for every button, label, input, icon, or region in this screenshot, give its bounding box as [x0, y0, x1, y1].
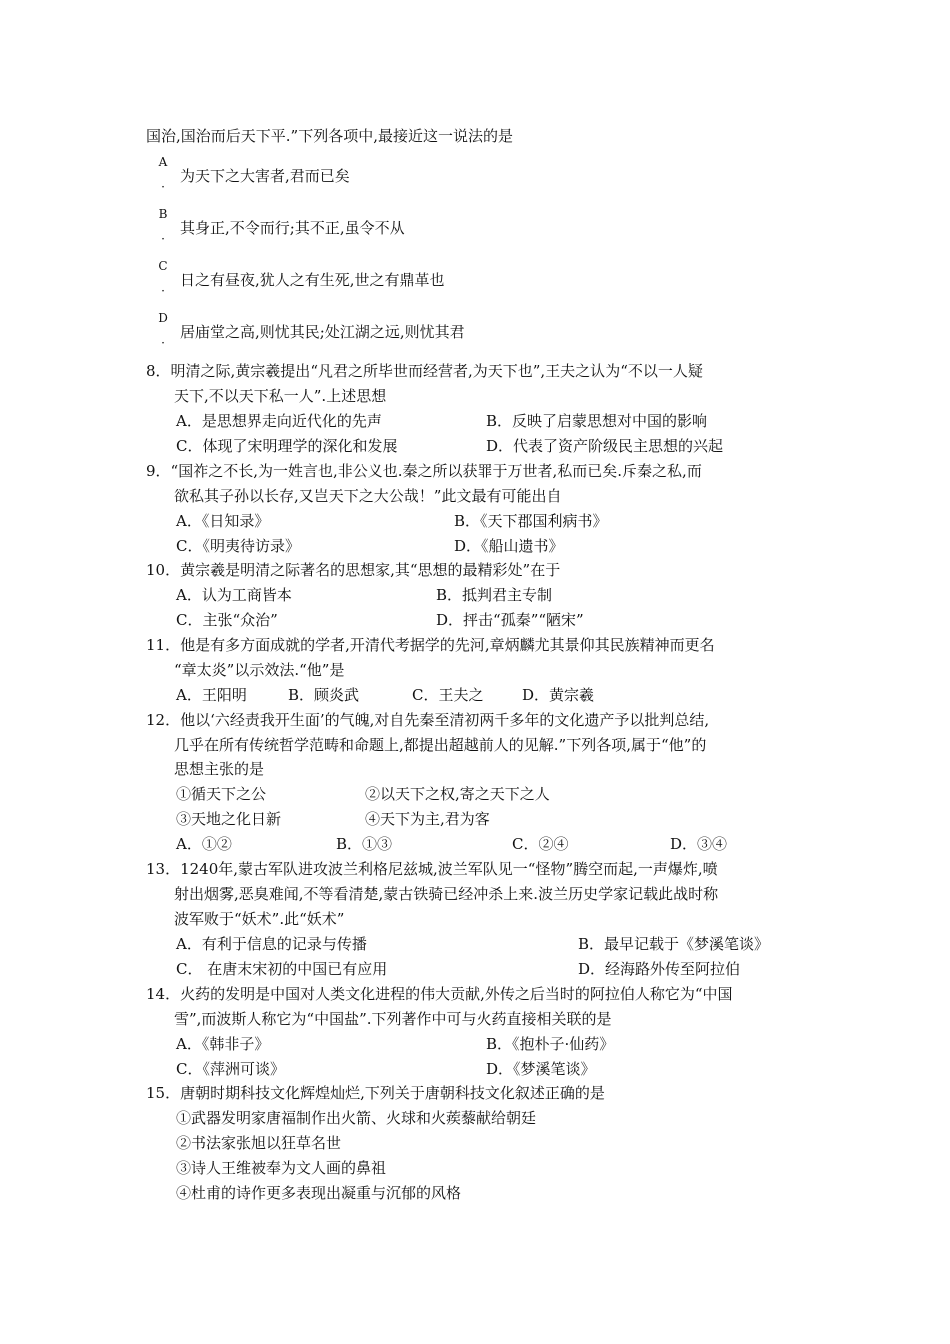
option-b: B．反映了启蒙思想对中国的影响	[486, 412, 708, 430]
option-dot: ·	[161, 232, 165, 246]
question-12-stem: 思想主张的是	[174, 760, 265, 778]
statement-1: ①循天下之公	[176, 785, 267, 803]
option-dot: ·	[161, 284, 165, 298]
statement-2: ②书法家张旭以狂草名世	[176, 1134, 342, 1152]
question-stem-continuation: 国治,国治而后天下平.”下列各项中,最接近这一说法的是	[146, 127, 513, 145]
option-c: C．王夫之	[412, 686, 484, 704]
option-d: D．《船山遗书》	[454, 537, 564, 555]
option-d: D．经海路外传至阿拉伯	[578, 960, 741, 978]
option-b: B．顾炎武	[288, 686, 360, 704]
option-a: A．认为工商皆本	[176, 586, 292, 604]
option-a: A．是思想界走向近代化的先声	[176, 412, 382, 430]
option-b: B．最早记载于《梦溪笔谈》	[578, 935, 770, 953]
question-8-stem: 8．明清之际,黄宗羲提出“凡君之所毕世而经营者,为天下也”,王夫之认为“不以一人疑	[146, 362, 703, 380]
question-9-stem: 9．“国祚之不长,为一姓言也,非公义也.秦之所以获罪于万世者,私而已矣.斥秦之私,而	[146, 462, 702, 480]
statement-4: ④天下为主,君为客	[365, 810, 490, 828]
question-13-stem: 波军败于“妖术”.此“妖术”	[174, 910, 345, 928]
statement-3: ③诗人王维被奉为文人画的鼻祖	[176, 1159, 387, 1177]
statement-1: ①武器发明家唐福制作出火箭、火球和火蒺藜献给朝廷	[176, 1109, 537, 1127]
option-d: D．③④	[670, 835, 728, 853]
question-14-stem: 14．火药的发明是中国对人类文化进程的伟大贡献,外传之后当时的阿拉伯人称它为“中国	[146, 985, 733, 1003]
option-c: C．《萍洲可谈》	[176, 1060, 285, 1078]
option-text: 居庙堂之高,则忧其民;处江湖之远,则忧其君	[180, 323, 465, 341]
option-b: B．《抱朴子·仙药》	[486, 1035, 615, 1053]
option-b: B．①③	[336, 835, 393, 853]
option-d: D．黄宗羲	[522, 686, 595, 704]
option-d: D．代表了资产阶级民主思想的兴起	[486, 437, 724, 455]
option-text: 其身正,不令而行;其不正,虽令不从	[180, 219, 405, 237]
option-d: D．《梦溪笔谈》	[486, 1060, 596, 1078]
option-dot: ·	[161, 180, 165, 194]
option-c: C． 在唐末宋初的中国已有应用	[176, 960, 388, 978]
question-15-stem: 15．唐朝时期科技文化辉煌灿烂,下列关于唐朝科技文化叙述正确的是	[146, 1084, 605, 1102]
option-text: 为天下之大害者,君而已矣	[180, 167, 350, 185]
option-a: A．《日知录》	[176, 512, 270, 530]
statement-3: ③天地之化日新	[176, 810, 282, 828]
statement-2: ②以天下之权,寄之天下之人	[365, 785, 550, 803]
question-12-stem: 几乎在所有传统哲学范畴和命题上,都提出超越前人的见解.”下列各项,属于“他”的	[174, 736, 707, 754]
question-8-stem: 天下,不以天下私一人”.上述思想	[174, 387, 387, 405]
option-c: C．体现了宋明理学的深化和发展	[176, 437, 398, 455]
question-14-stem: 雪”,而波斯人称它为“中国盐”.下列著作中可与火药直接相关联的是	[174, 1010, 612, 1028]
question-13-stem: 13．1240年,蒙古军队进攻波兰利格尼兹城,波兰军队见一“怪物”腾空而起,一声爆炸,喷	[146, 860, 718, 878]
option-dot: ·	[161, 336, 165, 350]
statement-4: ④杜甫的诗作更多表现出凝重与沉郁的风格	[176, 1184, 462, 1202]
option-label: D	[158, 311, 168, 325]
option-text: 日之有昼夜,犹人之有生死,世之有鼎革也	[180, 271, 445, 289]
option-a: A．王阳明	[176, 686, 247, 704]
option-b: B．《天下郡国利病书》	[454, 512, 608, 530]
option-label: B	[158, 207, 168, 221]
option-label: A	[158, 155, 168, 169]
question-12-stem: 12．他以‘六经责我开生面’的气魄,对自先秦至清初两千多年的文化遗产予以批判总结,	[146, 711, 710, 729]
question-9-stem: 欲私其子孙以长存,又岂天下之大公哉！”此文最有可能出自	[174, 487, 562, 505]
option-c: C．《明夷待访录》	[176, 537, 300, 555]
option-label: C	[158, 259, 168, 273]
option-a: A．①②	[176, 835, 232, 853]
option-d: D．抨击“孤秦”“陋宋”	[436, 611, 584, 629]
question-11-stem: “章太炎”以示效法.“他”是	[174, 661, 345, 679]
option-a: A．《韩非子》	[176, 1035, 270, 1053]
option-b: B．抵判君主专制	[436, 586, 553, 604]
question-13-stem: 射出烟雾,恶臭难闻,不等看清楚,蒙古铁骑已经冲杀上来.波兰历史学家记载此战时称	[174, 885, 719, 903]
question-11-stem: 11．他是有多方面成就的学者,开清代考据学的先河,章炳麟尤其景仰其民族精神而更名	[146, 636, 715, 654]
question-10-stem: 10．黄宗羲是明清之际著名的思想家,其“思想的最精彩处”在于	[146, 561, 561, 579]
option-c: C．主张“众治”	[176, 611, 278, 629]
option-c: C．②④	[512, 835, 569, 853]
option-a: A．有利于信息的记录与传播	[176, 935, 367, 953]
